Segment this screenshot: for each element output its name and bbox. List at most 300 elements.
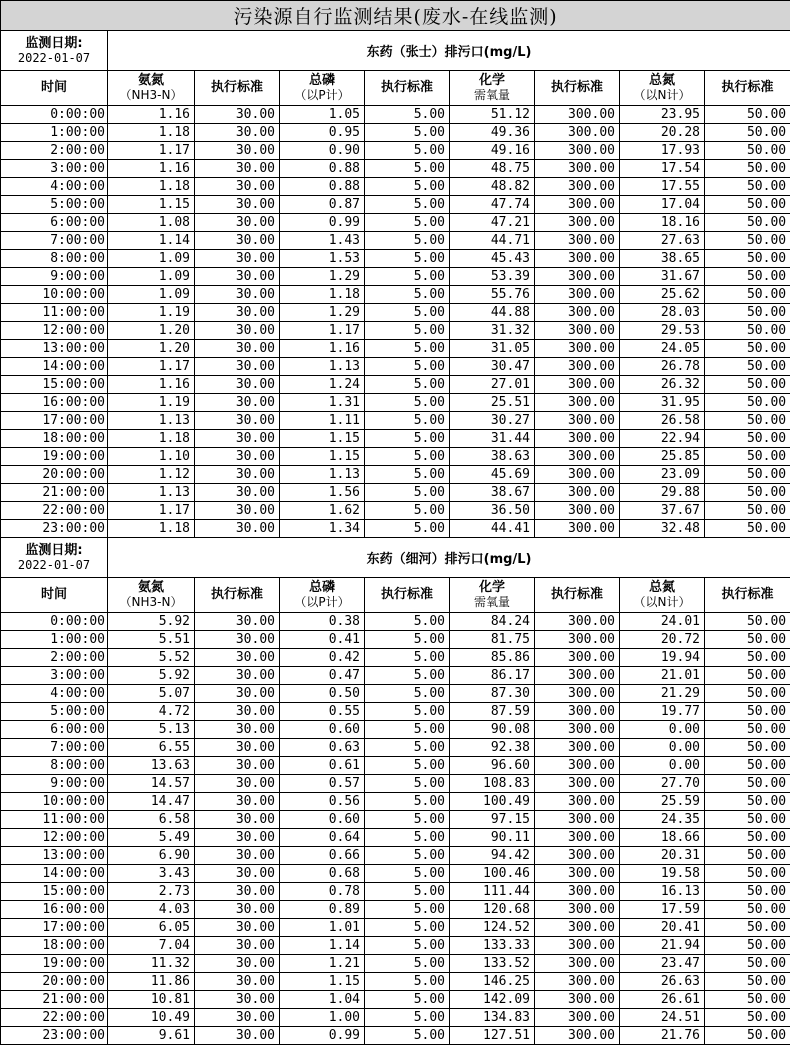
value-cell: 5.13 (108, 721, 195, 739)
value-cell: 30.00 (195, 739, 280, 757)
value-cell: 1.10 (108, 448, 195, 466)
value-cell: 25.51 (450, 394, 535, 412)
table-row (1, 883, 791, 901)
value-cell: 30.00 (195, 412, 280, 430)
value-cell: 16.13 (620, 883, 705, 901)
value-cell: 300.00 (535, 484, 620, 502)
column-header (195, 578, 280, 613)
value-cell: 1.13 (280, 466, 365, 484)
value-cell: 124.52 (450, 919, 535, 937)
time-cell: 1:00:00 (1, 124, 108, 142)
value-cell: 49.36 (450, 124, 535, 142)
value-cell: 1.29 (280, 268, 365, 286)
value-cell: 1.13 (108, 412, 195, 430)
value-cell: 300.00 (535, 232, 620, 250)
value-cell: 6.58 (108, 811, 195, 829)
value-cell: 1.15 (280, 430, 365, 448)
value-cell: 10.81 (108, 991, 195, 1009)
table-row (1, 649, 791, 667)
value-cell: 0.64 (280, 829, 365, 847)
value-cell: 30.00 (195, 937, 280, 955)
value-cell: 300.00 (535, 412, 620, 430)
value-cell: 1.20 (108, 340, 195, 358)
value-cell: 21.76 (620, 1027, 705, 1045)
monitoring-date-value: 2022-01-07 (17, 557, 91, 572)
value-cell: 23.47 (620, 955, 705, 973)
value-cell: 50.00 (705, 829, 791, 847)
value-cell: 30.00 (195, 667, 280, 685)
value-cell: 0.60 (280, 811, 365, 829)
value-cell: 1.00 (280, 1009, 365, 1027)
column-header-line2: （以P计） (294, 595, 350, 609)
column-header-line1: 执行标准 (380, 80, 433, 95)
value-cell: 1.18 (108, 520, 195, 538)
value-cell: 30.00 (195, 376, 280, 394)
value-cell: 32.48 (620, 520, 705, 538)
value-cell: 5.00 (365, 739, 450, 757)
table-row (1, 340, 791, 358)
value-cell: 50.00 (705, 232, 791, 250)
value-cell: 30.00 (195, 466, 280, 484)
value-cell: 20.31 (620, 847, 705, 865)
value-cell: 50.00 (705, 214, 791, 232)
value-cell: 0.89 (280, 901, 365, 919)
time-cell: 18:00:00 (1, 937, 108, 955)
value-cell: 50.00 (705, 142, 791, 160)
value-cell: 17.93 (620, 142, 705, 160)
value-cell: 1.09 (108, 250, 195, 268)
value-cell: 300.00 (535, 214, 620, 232)
value-cell: 1.29 (280, 304, 365, 322)
value-cell: 30.00 (195, 775, 280, 793)
value-cell: 20.41 (620, 919, 705, 937)
value-cell: 18.16 (620, 214, 705, 232)
column-header (108, 71, 195, 106)
value-cell: 0.90 (280, 142, 365, 160)
value-cell: 300.00 (535, 973, 620, 991)
value-cell: 300.00 (535, 955, 620, 973)
value-cell: 30.00 (195, 196, 280, 214)
value-cell: 50.00 (705, 502, 791, 520)
value-cell: 30.00 (195, 919, 280, 937)
value-cell: 5.00 (365, 340, 450, 358)
time-cell: 9:00:00 (1, 775, 108, 793)
value-cell: 1.01 (280, 919, 365, 937)
value-cell: 0.57 (280, 775, 365, 793)
value-cell: 24.05 (620, 340, 705, 358)
value-cell: 6.90 (108, 847, 195, 865)
value-cell: 4.03 (108, 901, 195, 919)
value-cell: 5.00 (365, 466, 450, 484)
column-header-line1: 化学 (478, 580, 505, 595)
value-cell: 1.08 (108, 214, 195, 232)
value-cell: 0.99 (280, 214, 365, 232)
table-row (1, 304, 791, 322)
value-cell: 90.08 (450, 721, 535, 739)
time-cell: 23:00:00 (1, 1027, 108, 1045)
value-cell: 5.00 (365, 142, 450, 160)
value-cell: 30.00 (195, 178, 280, 196)
value-cell: 30.47 (450, 358, 535, 376)
time-cell: 2:00:00 (1, 142, 108, 160)
time-cell: 15:00:00 (1, 883, 108, 901)
value-cell: 1.14 (108, 232, 195, 250)
value-cell: 0.42 (280, 649, 365, 667)
value-cell: 300.00 (535, 250, 620, 268)
column-header-line1: 执行标准 (380, 587, 433, 602)
value-cell: 5.00 (365, 703, 450, 721)
column-header (620, 578, 705, 613)
table-row (1, 937, 791, 955)
column-header (450, 71, 535, 106)
value-cell: 1.18 (108, 430, 195, 448)
value-cell: 30.00 (195, 955, 280, 973)
value-cell: 30.00 (195, 142, 280, 160)
value-cell: 30.00 (195, 286, 280, 304)
value-cell: 30.00 (195, 883, 280, 901)
column-header (450, 578, 535, 613)
table-row (1, 376, 791, 394)
value-cell: 50.00 (705, 649, 791, 667)
time-cell: 22:00:00 (1, 502, 108, 520)
value-cell: 85.86 (450, 649, 535, 667)
value-cell: 50.00 (705, 613, 791, 631)
value-cell: 50.00 (705, 775, 791, 793)
value-cell: 100.49 (450, 793, 535, 811)
table-row (1, 685, 791, 703)
time-cell: 16:00:00 (1, 394, 108, 412)
value-cell: 50.00 (705, 937, 791, 955)
value-cell: 30.00 (195, 394, 280, 412)
value-cell: 300.00 (535, 721, 620, 739)
value-cell: 0.00 (620, 739, 705, 757)
value-cell: 30.00 (195, 160, 280, 178)
value-cell: 300.00 (535, 811, 620, 829)
value-cell: 87.59 (450, 703, 535, 721)
value-cell: 10.49 (108, 1009, 195, 1027)
time-cell: 4:00:00 (1, 685, 108, 703)
value-cell: 30.00 (195, 703, 280, 721)
table-row (1, 178, 791, 196)
value-cell: 1.56 (280, 484, 365, 502)
time-cell: 8:00:00 (1, 250, 108, 268)
value-cell: 28.03 (620, 304, 705, 322)
table-row (1, 793, 791, 811)
table-row (1, 811, 791, 829)
value-cell: 300.00 (535, 358, 620, 376)
value-cell: 27.01 (450, 376, 535, 394)
table-row (1, 502, 791, 520)
value-cell: 50.00 (705, 412, 791, 430)
table-row (1, 829, 791, 847)
value-cell: 22.94 (620, 430, 705, 448)
value-cell: 300.00 (535, 793, 620, 811)
value-cell: 9.61 (108, 1027, 195, 1045)
value-cell: 24.01 (620, 613, 705, 631)
value-cell: 5.00 (365, 865, 450, 883)
column-header-line1: 执行标准 (721, 80, 774, 95)
value-cell: 50.00 (705, 124, 791, 142)
value-cell: 0.68 (280, 865, 365, 883)
value-cell: 300.00 (535, 829, 620, 847)
time-cell: 12:00:00 (1, 829, 108, 847)
value-cell: 300.00 (535, 430, 620, 448)
column-header (705, 578, 791, 613)
value-cell: 31.44 (450, 430, 535, 448)
value-cell: 50.00 (705, 865, 791, 883)
table-row (1, 703, 791, 721)
value-cell: 1.16 (280, 340, 365, 358)
value-cell: 1.53 (280, 250, 365, 268)
value-cell: 5.00 (365, 430, 450, 448)
value-cell: 1.17 (108, 142, 195, 160)
value-cell: 25.85 (620, 448, 705, 466)
value-cell: 300.00 (535, 613, 620, 631)
value-cell: 300.00 (535, 775, 620, 793)
value-cell: 38.63 (450, 448, 535, 466)
value-cell: 5.00 (365, 502, 450, 520)
value-cell: 50.00 (705, 721, 791, 739)
column-header-line2: （以P计） (294, 88, 350, 102)
time-cell: 20:00:00 (1, 466, 108, 484)
value-cell: 18.66 (620, 829, 705, 847)
value-cell: 50.00 (705, 955, 791, 973)
value-cell: 50.00 (705, 304, 791, 322)
value-cell: 5.00 (365, 901, 450, 919)
value-cell: 1.62 (280, 502, 365, 520)
value-cell: 300.00 (535, 394, 620, 412)
table-row (1, 268, 791, 286)
section-date-row (1, 538, 791, 578)
value-cell: 30.00 (195, 1027, 280, 1045)
column-header (365, 578, 450, 613)
table-row (1, 412, 791, 430)
section-date-row (1, 31, 791, 71)
value-cell: 5.00 (365, 973, 450, 991)
time-cell: 0:00:00 (1, 613, 108, 631)
time-cell: 7:00:00 (1, 232, 108, 250)
value-cell: 87.30 (450, 685, 535, 703)
value-cell: 0.88 (280, 178, 365, 196)
time-cell: 4:00:00 (1, 178, 108, 196)
value-cell: 300.00 (535, 178, 620, 196)
value-cell: 0.78 (280, 883, 365, 901)
column-header (620, 71, 705, 106)
value-cell: 50.00 (705, 430, 791, 448)
value-cell: 5.00 (365, 991, 450, 1009)
value-cell: 127.51 (450, 1027, 535, 1045)
value-cell: 30.00 (195, 268, 280, 286)
value-cell: 26.78 (620, 358, 705, 376)
value-cell: 38.65 (620, 250, 705, 268)
table-row (1, 520, 791, 538)
value-cell: 300.00 (535, 1027, 620, 1045)
value-cell: 50.00 (705, 448, 791, 466)
column-header-row (1, 71, 791, 106)
value-cell: 300.00 (535, 502, 620, 520)
value-cell: 49.16 (450, 142, 535, 160)
value-cell: 300.00 (535, 376, 620, 394)
value-cell: 5.00 (365, 214, 450, 232)
value-cell: 1.12 (108, 466, 195, 484)
value-cell: 5.00 (365, 412, 450, 430)
value-cell: 30.00 (195, 973, 280, 991)
table-row (1, 955, 791, 973)
value-cell: 17.55 (620, 178, 705, 196)
value-cell: 50.00 (705, 394, 791, 412)
value-cell: 11.86 (108, 973, 195, 991)
value-cell: 5.92 (108, 667, 195, 685)
value-cell: 5.00 (365, 448, 450, 466)
value-cell: 30.00 (195, 901, 280, 919)
time-cell: 17:00:00 (1, 412, 108, 430)
column-header-line1: 总氮 (648, 580, 675, 595)
table-row (1, 232, 791, 250)
table-row (1, 250, 791, 268)
value-cell: 2.73 (108, 883, 195, 901)
value-cell: 100.46 (450, 865, 535, 883)
value-cell: 30.00 (195, 847, 280, 865)
value-cell: 90.11 (450, 829, 535, 847)
value-cell: 300.00 (535, 1009, 620, 1027)
value-cell: 5.00 (365, 484, 450, 502)
value-cell: 94.42 (450, 847, 535, 865)
value-cell: 1.13 (280, 358, 365, 376)
value-cell: 92.38 (450, 739, 535, 757)
value-cell: 0.55 (280, 703, 365, 721)
value-cell: 300.00 (535, 106, 620, 124)
value-cell: 1.21 (280, 955, 365, 973)
time-cell: 22:00:00 (1, 1009, 108, 1027)
value-cell: 30.00 (195, 829, 280, 847)
value-cell: 5.00 (365, 775, 450, 793)
value-cell: 30.00 (195, 124, 280, 142)
value-cell: 300.00 (535, 883, 620, 901)
value-cell: 108.83 (450, 775, 535, 793)
value-cell: 30.00 (195, 322, 280, 340)
value-cell: 4.72 (108, 703, 195, 721)
column-header-line1: 执行标准 (721, 587, 774, 602)
value-cell: 30.00 (195, 358, 280, 376)
table-row (1, 1027, 791, 1045)
value-cell: 300.00 (535, 739, 620, 757)
value-cell: 0.38 (280, 613, 365, 631)
value-cell: 1.43 (280, 232, 365, 250)
time-cell: 21:00:00 (1, 991, 108, 1009)
value-cell: 1.17 (108, 502, 195, 520)
value-cell: 0.41 (280, 631, 365, 649)
time-cell: 16:00:00 (1, 901, 108, 919)
column-header-line1: 执行标准 (550, 587, 603, 602)
value-cell: 5.00 (365, 232, 450, 250)
value-cell: 300.00 (535, 196, 620, 214)
value-cell: 0.50 (280, 685, 365, 703)
column-header-line1: 氨氮 (137, 580, 164, 595)
column-header-line1: 化学 (478, 73, 505, 88)
value-cell: 5.00 (365, 1009, 450, 1027)
value-cell: 29.88 (620, 484, 705, 502)
value-cell: 300.00 (535, 340, 620, 358)
table-row (1, 757, 791, 775)
value-cell: 21.01 (620, 667, 705, 685)
value-cell: 5.00 (365, 394, 450, 412)
value-cell: 50.00 (705, 178, 791, 196)
value-cell: 23.95 (620, 106, 705, 124)
value-cell: 0.00 (620, 721, 705, 739)
value-cell: 5.00 (365, 883, 450, 901)
value-cell: 0.56 (280, 793, 365, 811)
time-cell: 14:00:00 (1, 358, 108, 376)
value-cell: 47.21 (450, 214, 535, 232)
value-cell: 1.19 (108, 394, 195, 412)
column-header-line1: 总氮 (648, 73, 675, 88)
value-cell: 1.16 (108, 106, 195, 124)
value-cell: 0.63 (280, 739, 365, 757)
value-cell: 5.00 (365, 250, 450, 268)
time-cell: 5:00:00 (1, 703, 108, 721)
value-cell: 19.77 (620, 703, 705, 721)
value-cell: 25.62 (620, 286, 705, 304)
value-cell: 50.00 (705, 1009, 791, 1027)
table-row (1, 721, 791, 739)
value-cell: 5.07 (108, 685, 195, 703)
value-cell: 21.94 (620, 937, 705, 955)
value-cell: 146.25 (450, 973, 535, 991)
value-cell: 47.74 (450, 196, 535, 214)
value-cell: 1.24 (280, 376, 365, 394)
time-cell: 15:00:00 (1, 376, 108, 394)
column-header-line1: 执行标准 (210, 587, 263, 602)
value-cell: 111.44 (450, 883, 535, 901)
value-cell: 30.00 (195, 865, 280, 883)
table-row (1, 991, 791, 1009)
value-cell: 133.52 (450, 955, 535, 973)
column-header (108, 578, 195, 613)
value-cell: 17.04 (620, 196, 705, 214)
value-cell: 29.53 (620, 322, 705, 340)
value-cell: 20.72 (620, 631, 705, 649)
value-cell: 5.00 (365, 685, 450, 703)
column-header (1, 71, 108, 106)
value-cell: 5.00 (365, 811, 450, 829)
value-cell: 300.00 (535, 667, 620, 685)
value-cell: 50.00 (705, 322, 791, 340)
table-row (1, 466, 791, 484)
column-header-row (1, 578, 791, 613)
value-cell: 30.00 (195, 448, 280, 466)
value-cell: 5.00 (365, 376, 450, 394)
value-cell: 37.67 (620, 502, 705, 520)
time-cell: 3:00:00 (1, 667, 108, 685)
value-cell: 50.00 (705, 847, 791, 865)
column-header-line2: （NH3-N） (119, 595, 183, 609)
value-cell: 27.63 (620, 232, 705, 250)
value-cell: 44.88 (450, 304, 535, 322)
value-cell: 6.05 (108, 919, 195, 937)
value-cell: 5.00 (365, 631, 450, 649)
table-row (1, 322, 791, 340)
value-cell: 5.00 (365, 667, 450, 685)
column-header-line2: 需氧量 (473, 595, 510, 609)
value-cell: 50.00 (705, 685, 791, 703)
value-cell: 31.95 (620, 394, 705, 412)
value-cell: 50.00 (705, 196, 791, 214)
column-header-line1: 时间 (40, 587, 67, 602)
value-cell: 50.00 (705, 358, 791, 376)
value-cell: 30.00 (195, 250, 280, 268)
value-cell: 300.00 (535, 703, 620, 721)
value-cell: 30.00 (195, 793, 280, 811)
